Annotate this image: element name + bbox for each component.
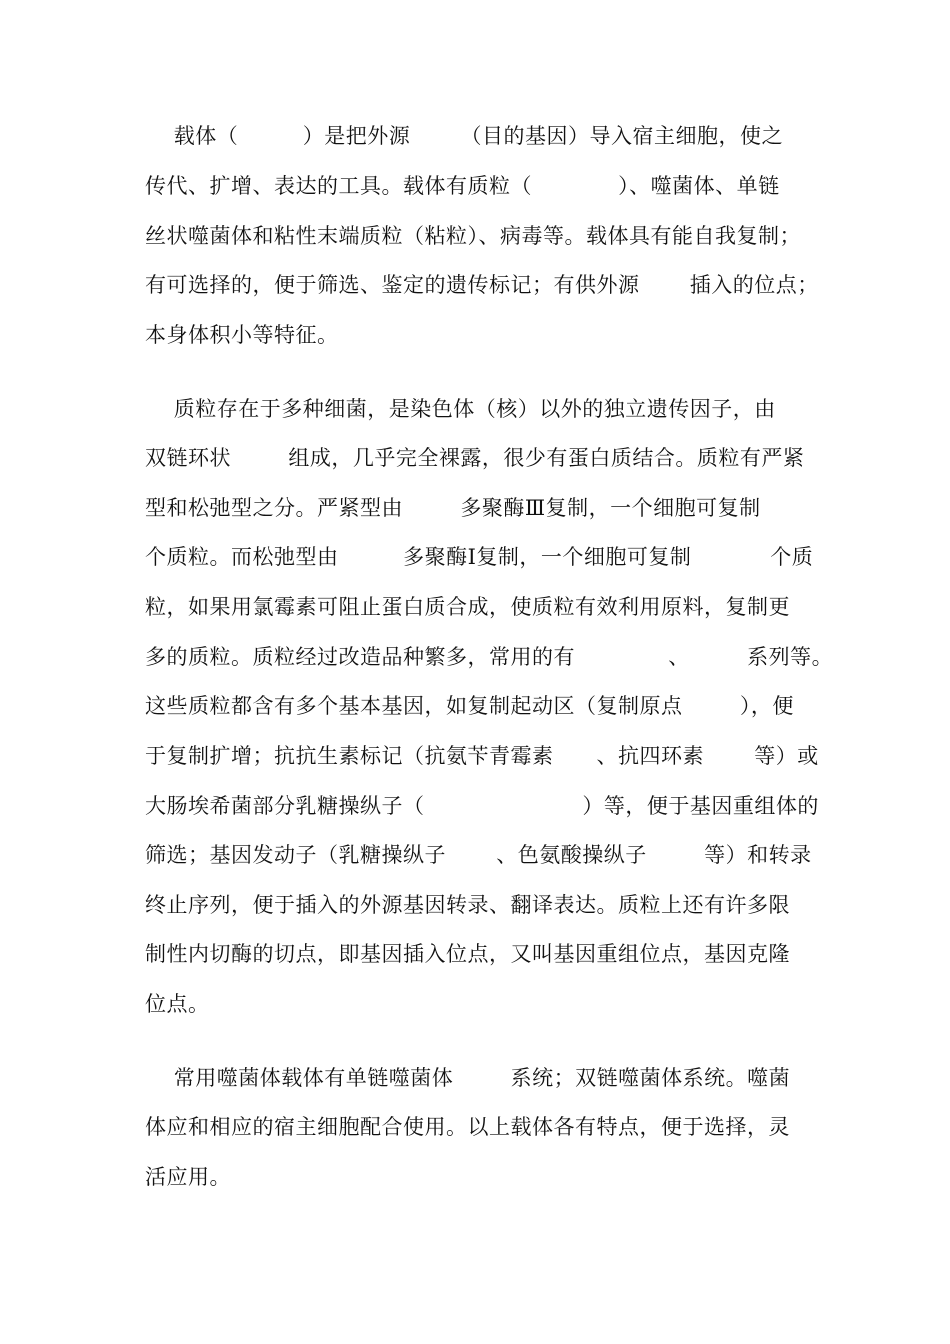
text-line: 终止序列，便于插入的外源基因转录、翻译表达。质粒上还有许多限 — [145, 893, 790, 917]
text-line: 常用噬菌体载体有单链噬菌体 系统；双链噬菌体系统。噬菌 — [145, 1066, 791, 1090]
text-line: 于复制扩增；抗抗生素标记（抗氨苄青霉素 、抗四环素 等）或 — [145, 744, 819, 768]
text-line: 筛选；基因发动子（乳糖操纵子 、色氨酸操纵子 等）和转录 — [145, 843, 812, 867]
text-line: 大肠埃希菌部分乳糖操纵子（ ）等，便于基因重组体的 — [145, 794, 819, 818]
text-line: 这些质粒都含有多个基本基因，如复制起动区（复制原点 ），便 — [145, 694, 794, 718]
text-line: 传代、扩增、表达的工具。载体有质粒（ ）、噬菌体、单链 — [145, 174, 780, 198]
text-line: 粒，如果用氯霉素可阻止蛋白质合成，使质粒有效利用原料，复制更 — [145, 595, 790, 619]
text-line: 载体（ ）是把外源 （目的基因）导入宿主细胞，使之 — [145, 124, 784, 148]
text-line: 丝状噬菌体和粘性末端质粒（粘粒）、病毒等。载体具有能自我复制； — [145, 224, 801, 248]
text-line: 有可选择的，便于筛选、鉴定的遗传标记；有供外源 插入的位点； — [145, 273, 819, 297]
text-line: 双链环状 组成，几乎完全裸露，很少有蛋白质结合。质粒有严紧 — [145, 446, 805, 470]
text-line: 型和松弛型之分。严紧型由 多聚酶Ⅲ复制，一个细胞可复制 — [145, 496, 761, 520]
text-line: 位点。 — [145, 992, 210, 1016]
text-line: 个质粒。而松弛型由 多聚酶Ⅰ复制，一个细胞可复制 个质 — [145, 545, 814, 569]
text-line: 本身体积小等特征。 — [145, 323, 339, 347]
text-line: 多的质粒。质粒经过改造品种繁多，常用的有 、 系列等。 — [145, 645, 834, 669]
text-line: 质粒存在于多种细菌，是染色体（核）以外的独立遗传因子，由 — [145, 397, 776, 421]
text-line: 制性内切酶的切点，即基因插入位点，又叫基因重组位点，基因克隆 — [145, 942, 790, 966]
text-line: 活应用。 — [145, 1165, 231, 1189]
text-line: 体应和相应的宿主细胞配合使用。以上载体各有特点，便于选择，灵 — [145, 1115, 790, 1139]
